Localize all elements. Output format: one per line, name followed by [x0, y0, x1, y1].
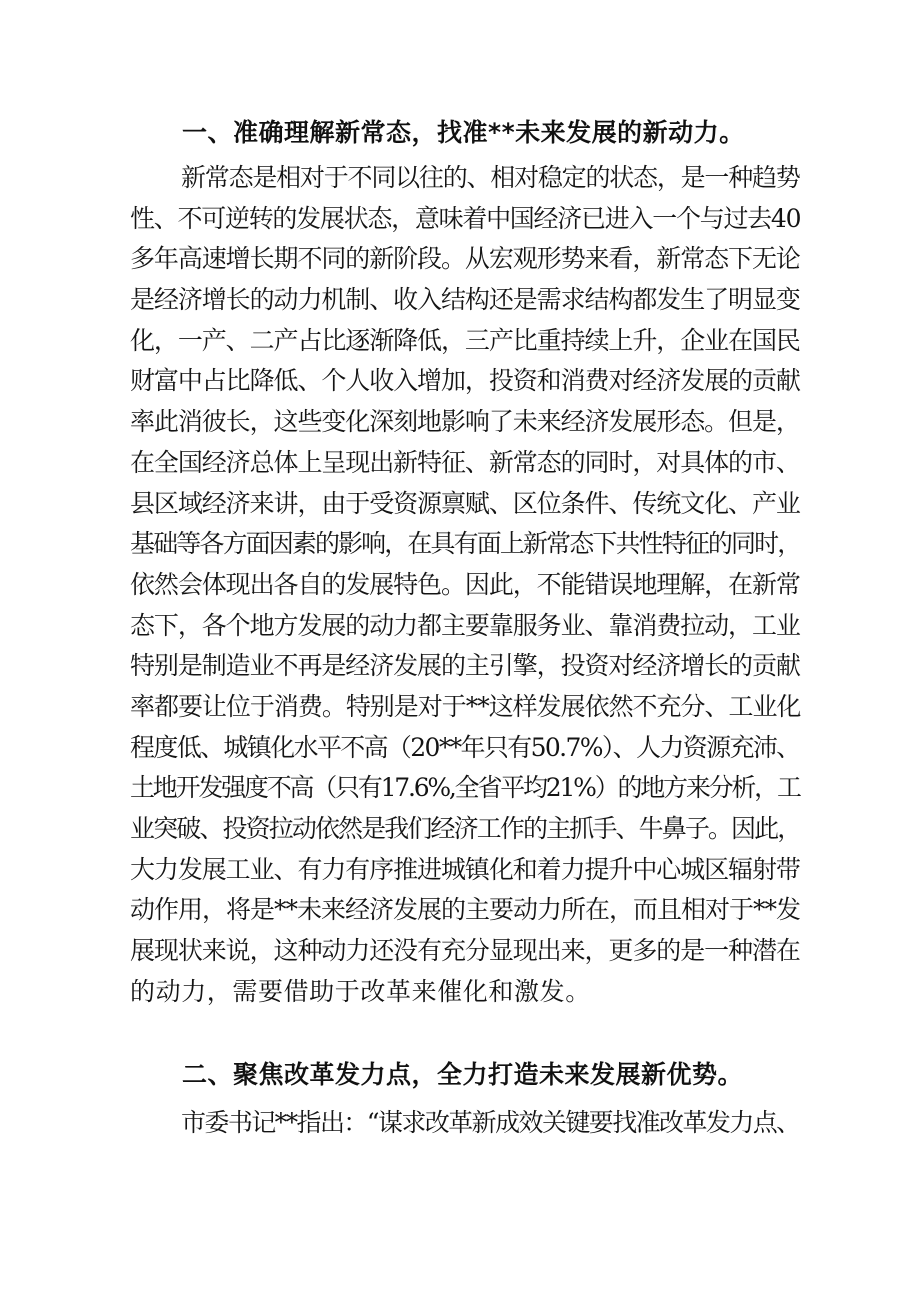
paragraph-line: 率此消彼长，这些变化深刻地影响了未来经济发展形态。但是，	[130, 407, 800, 437]
paragraph-line: 业突破、投资拉动依然是我们经济工作的主抓手、牛鼻子。因此，	[130, 814, 801, 843]
paragraph-line: 依然会体现出各自的发展特色。因此，不能错误地理解，在新常	[130, 569, 800, 599]
paragraph-line: 是经济增长的动力机制、收入结构还是需求结构都发生了明显变	[130, 285, 800, 315]
paragraph-line: 大力发展工业、有力有序推进城镇化和着力提升中心城区辐射带	[130, 854, 800, 884]
paragraph-line: 多年高速增长期不同的新阶段。从宏观形势来看，新常态下无论	[130, 244, 800, 274]
paragraph-line: 基础等各方面因素的影响，在具有面上新常态下共性特征的同时，	[130, 529, 801, 559]
paragraph-line: 县区域经济来讲，由于受资源禀赋、区位条件、传统文化、产业	[130, 488, 800, 518]
paragraph-line: 动作用，将是**未来经济发展的主要动力所在，而且相对于**发	[130, 895, 801, 925]
paragraph-line: 态下，各个地方发展的动力都主要靠服务业、靠消费拉动，工业	[130, 610, 800, 640]
section-2-paragraph	[130, 1103, 800, 1144]
paragraph-line: 展现状来说，这种动力还没有充分显现出来，更多的是一种潜在	[130, 936, 800, 966]
paragraph-line: 市委书记**指出：“谋求改革新成效关键要找准改革发力点、	[181, 1108, 800, 1137]
paragraph-line: 化，一产、二产占比逐渐降低，三产比重持续上升，企业在国民	[130, 325, 800, 355]
section-1-paragraph	[130, 158, 800, 1012]
paragraph-line: 新常态是相对于不同以往的、相对稳定的状态，是一种趋势	[181, 163, 800, 192]
paragraph-line: 性、不可逆转的发展状态，意味着中国经济已进入一个与过去40	[130, 203, 801, 233]
paragraph-line: 土地开发强度不高（只有17.6%,全省平均21%）的地方来分析，工	[130, 773, 800, 803]
paragraph-line: 在全国经济总体上呈现出新特征、新常态的同时，对具体的市、	[130, 447, 800, 477]
paragraph-line: 财富中占比降低、个人收入增加，投资和消费对经济发展的贡献	[130, 366, 800, 396]
paragraph-line: 的动力，需要借助于改革来催化和激发。	[130, 976, 591, 1006]
paragraph-line: 特别是制造业不再是经济发展的主引擎，投资对经济增长的贡献	[130, 651, 800, 681]
section-2-heading: 二、聚焦改革发力点，全力打造未来发展新优势。	[182, 1060, 744, 1089]
paragraph-line: 程度低、城镇化水平不高（20**年只有50.7%）、人力资源充沛、	[130, 732, 800, 762]
paragraph-line: 率都要让位于消费。特别是对于**这样发展依然不充分、工业化	[130, 691, 801, 721]
section-1-heading: 一、准确理解新常态，找准**未来发展的新动力。	[182, 118, 745, 147]
